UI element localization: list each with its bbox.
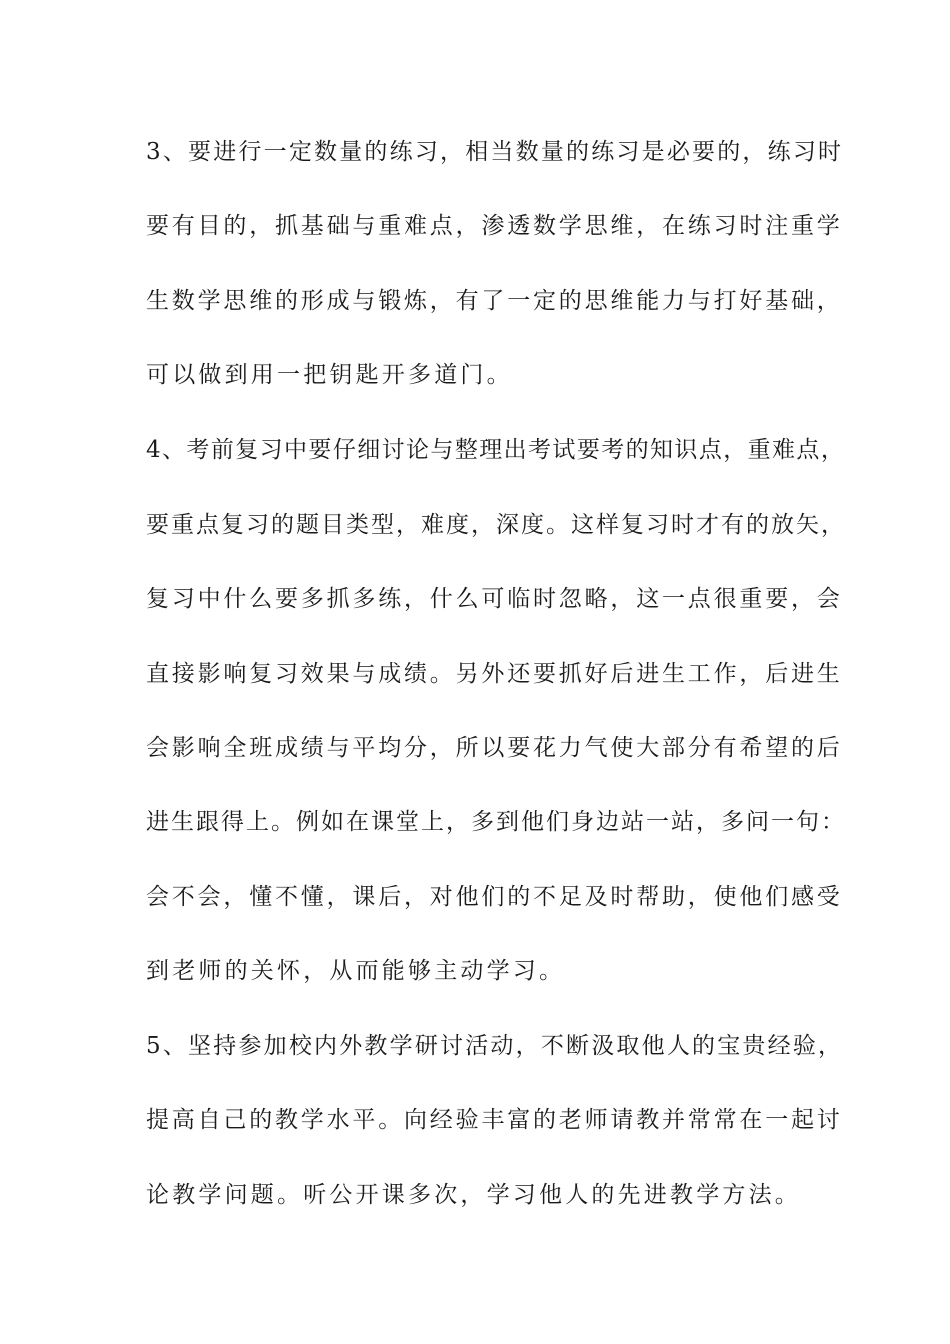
text-line: 可以做到用一把钥匙开多道门。 [146,362,513,388]
text-line: 要重点复习的题目类型，难度，深度。这样复习时才有的放矢， [146,512,846,538]
text-line: 到老师的关怀，从而能够主动学习。 [146,958,566,984]
text-line: 会影响全班成绩与平均分，所以要花力气使大部分有希望的后 [146,735,843,761]
text-line: 进生跟得上。例如在课堂上，多到他们身边站一站，多问一句： [146,809,846,835]
text-line: 提高自己的教学水平。向经验丰富的老师请教并常常在一起讨 [146,1107,843,1133]
text-line: 生数学思维的形成与锻炼，有了一定的思维能力与打好基础， [146,288,843,314]
text-line: 直接影响复习效果与成绩。另外还要抓好后进生工作，后进生 [146,661,843,687]
text-line: 会不会，懂不懂，课后，对他们的不足及时帮助，使他们感受 [146,884,843,910]
text-line: 3、要进行一定数量的练习，相当数量的练习是必要的，练习时 [146,139,844,165]
text-line: 论教学问题。听公开课多次，学习他人的先进教学方法。 [146,1182,801,1208]
text-line: 复习中什么要多抓多练，什么可临时忽略，这一点很重要，会 [146,586,843,612]
text-line: 5、坚持参加校内外教学研讨活动，不断汲取他人的宝贵经验， [146,1033,844,1059]
text-line: 要有目的，抓基础与重难点，渗透数学思维，在练习时注重学 [146,213,843,239]
text-line: 4、考前复习中要仔细讨论与整理出考试要考的知识点，重难点， [146,437,846,463]
